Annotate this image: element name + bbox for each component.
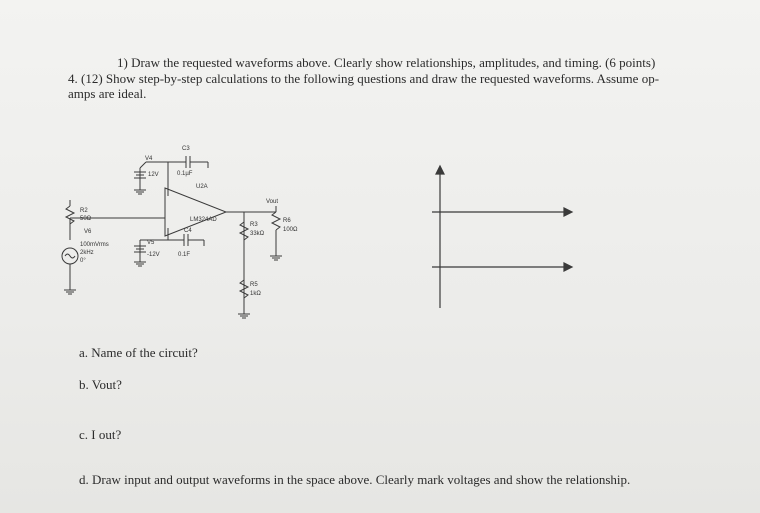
question-d: d. Draw input and output waveforms in the space above. Clearly mark voltages and show the relationship. xyxy=(79,472,631,487)
bottom-axis-arrow xyxy=(564,263,572,271)
question-c: c. I out? xyxy=(79,427,122,442)
question-4-text-cont: amps are ideal. xyxy=(68,86,147,101)
vout-label: Vout xyxy=(266,199,279,205)
opamp-part-label: LM324AD xyxy=(190,217,217,223)
vertical-axis-arrow xyxy=(436,166,444,174)
r3-value: 33kΩ xyxy=(250,231,265,237)
c3-label: C3 xyxy=(182,146,190,152)
v6-amplitude: 100mVrms xyxy=(80,242,109,248)
c3-value: 0.1µF xyxy=(177,171,193,177)
u2a-label: U2A xyxy=(196,184,208,190)
question-4-text: 4. (12) Show step-by-step calculations to the following questions and draw the requested waveforms. Assume op- xyxy=(68,71,660,86)
v4-label: V4 xyxy=(145,156,153,162)
r5-value: 1kΩ xyxy=(250,291,261,297)
v5-value: -12V xyxy=(147,252,160,258)
opamp-body xyxy=(165,188,226,236)
r6-label: R6 xyxy=(283,218,291,224)
question-b: b. Vout? xyxy=(79,377,122,392)
r6-value: 100Ω xyxy=(283,227,298,233)
r5-label: R5 xyxy=(250,282,258,288)
r3-label: R3 xyxy=(250,222,258,228)
question-1-text: 1) Draw the requested waveforms above. Clearly show relationships, amplitudes, and timing. (6 points) xyxy=(117,55,656,70)
top-axis-arrow xyxy=(564,208,572,216)
r6-resistor xyxy=(272,212,280,230)
r2-value: 50Ω xyxy=(80,216,92,222)
waveform-axes xyxy=(432,166,572,308)
question-a: a. Name of the circuit? xyxy=(79,345,198,360)
v6-phase: 0° xyxy=(80,258,86,264)
v6-label: V6 xyxy=(84,229,92,235)
v4-value: 12V xyxy=(148,172,159,178)
c4-value: 0.1F xyxy=(178,252,191,258)
v6-frequency: 2kHz xyxy=(80,250,94,256)
c4-label: C4 xyxy=(184,228,192,234)
v5-label: V5 xyxy=(147,240,155,246)
r2-label: R2 xyxy=(80,208,88,214)
